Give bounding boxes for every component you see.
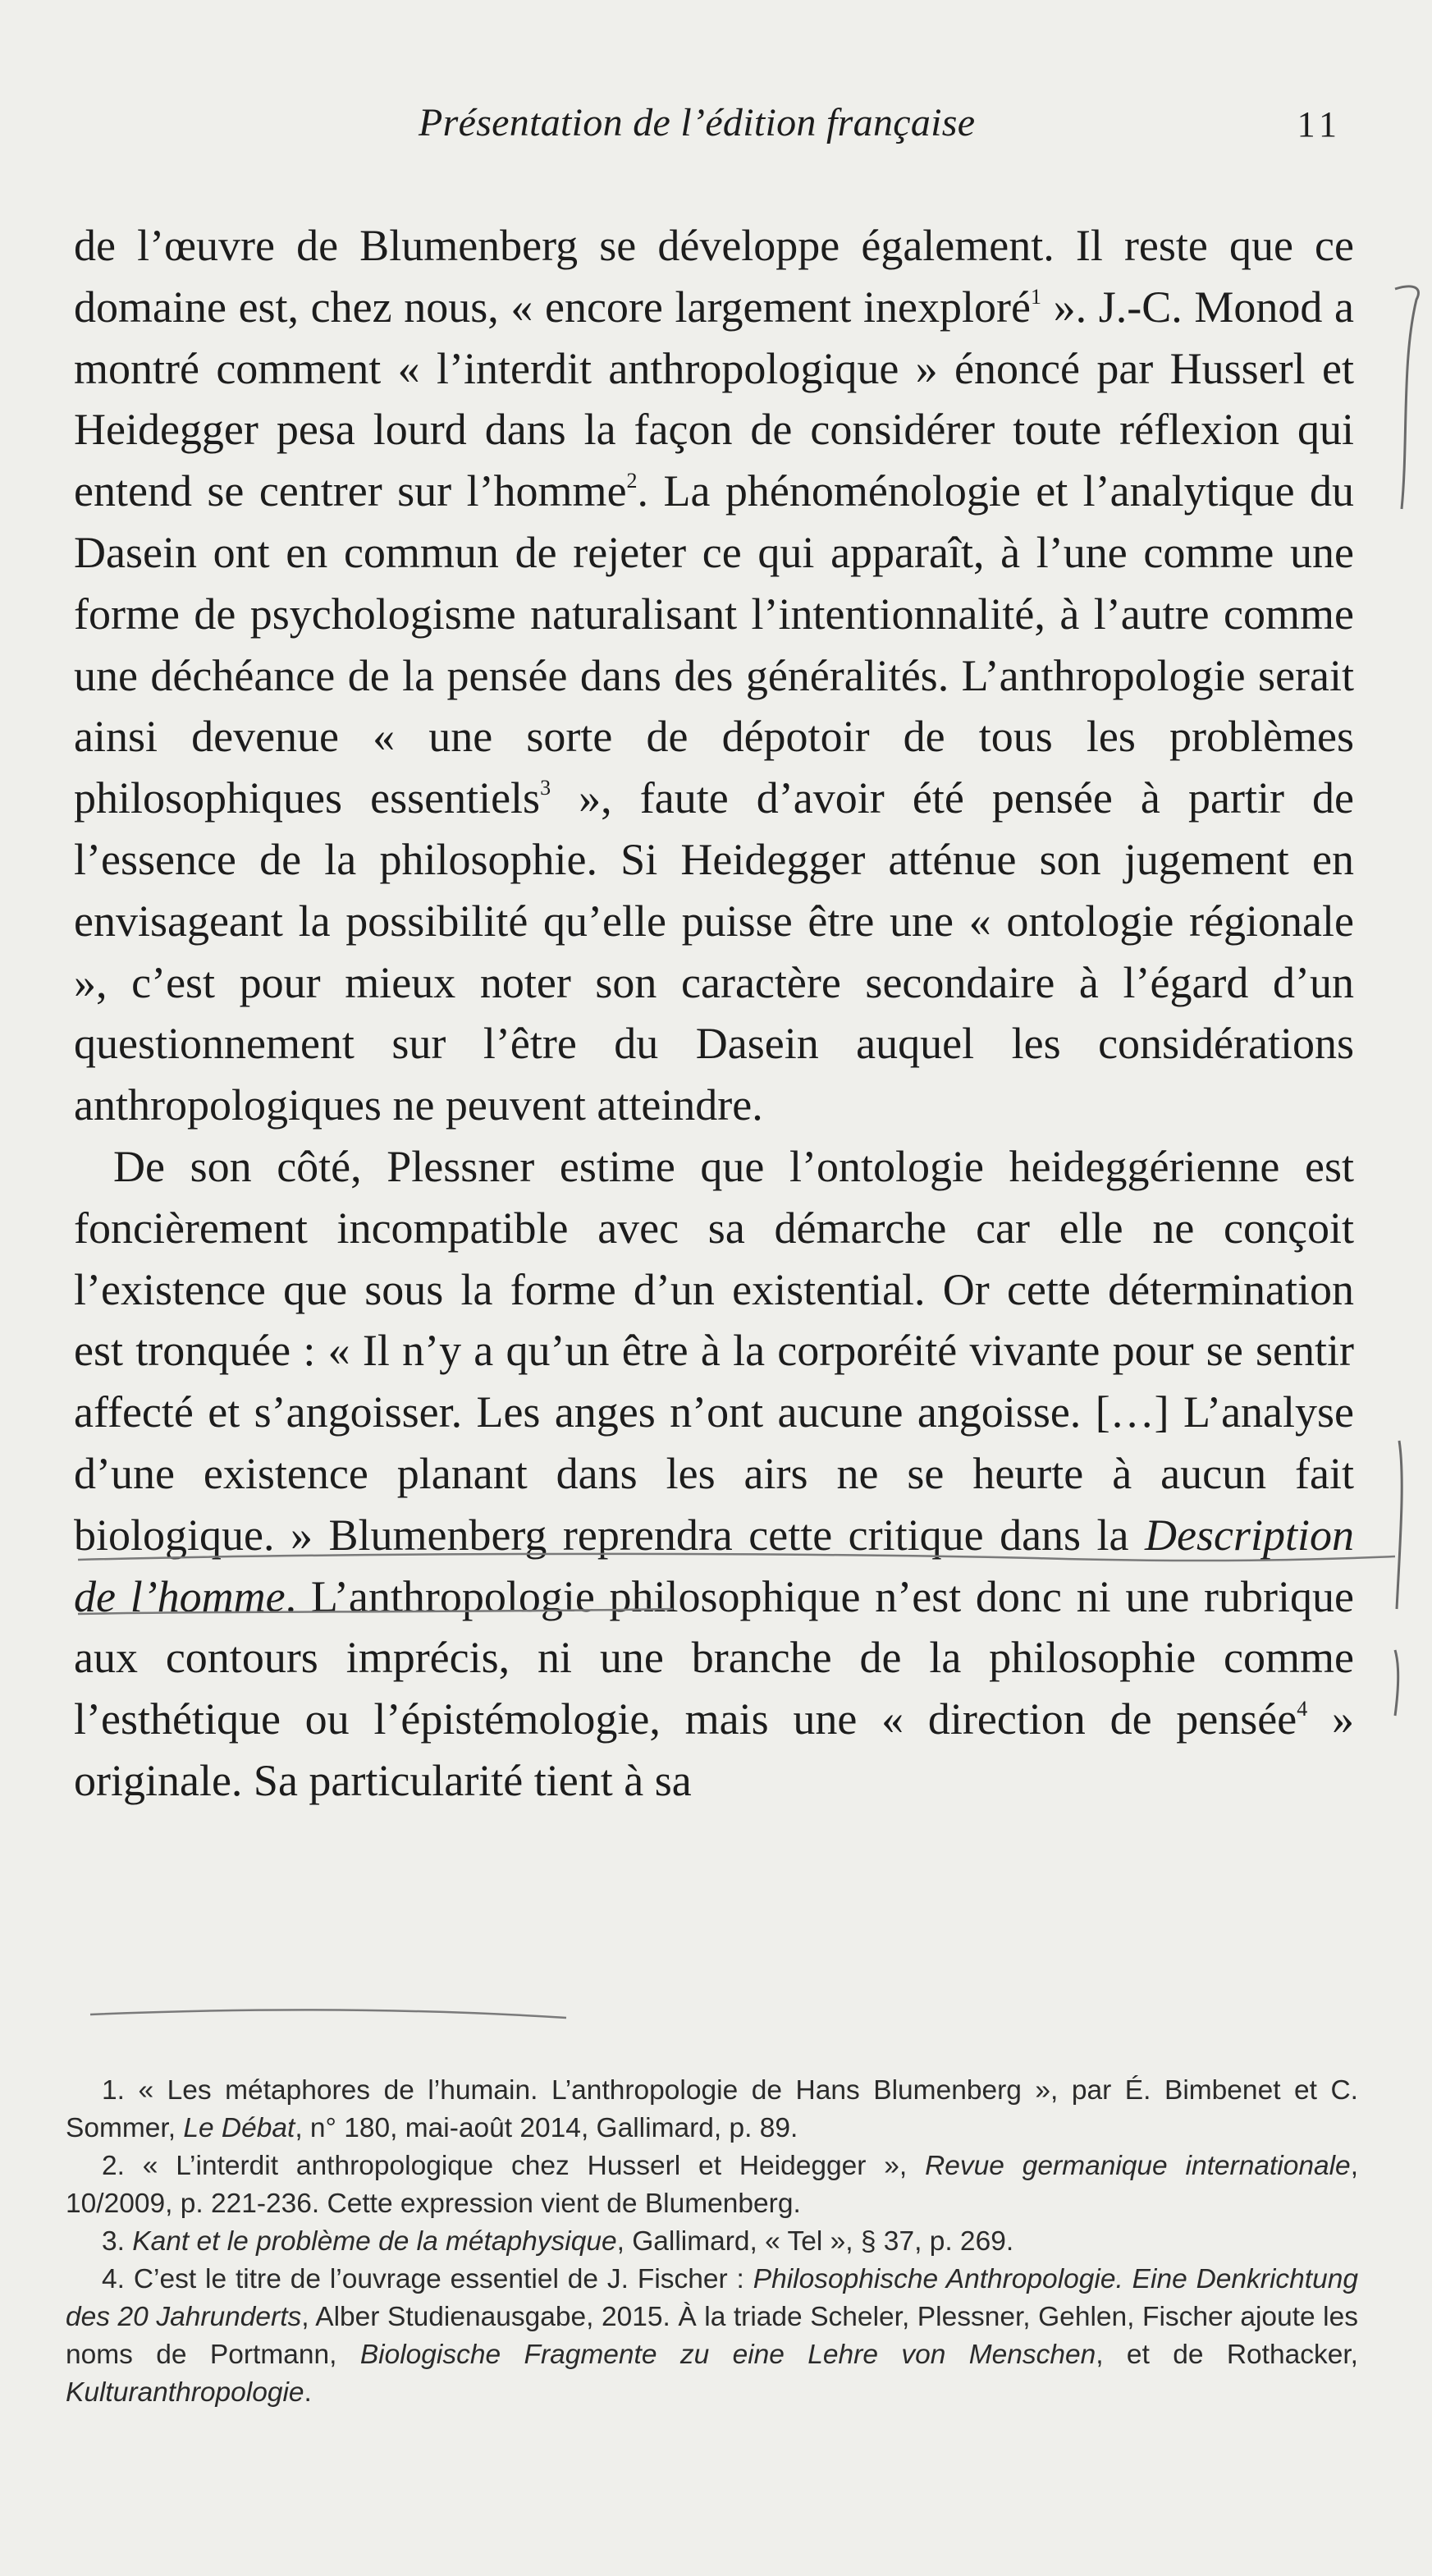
text-run: 3. <box>102 2226 133 2257</box>
italic-run: Revue germanique internationale <box>925 2151 1351 2181</box>
text-run: . <box>304 2377 312 2408</box>
margin-bracket-top <box>1395 286 1418 509</box>
italic-run: Biologische Fragmente zu eine Lehre von Menschen <box>359 2340 1096 2370</box>
footnote-ref-3: 3 <box>540 776 551 800</box>
text-run: , Gallimard, « Tel », § 37, p. 269. <box>616 2226 1014 2257</box>
text-run: 1. « Les métaphores de l’humain. L’anthropologie de Hans Blumenberg », par É. Bimbenet et C. Sommer, <box>66 2075 1358 2143</box>
text-run: . L’anthropologie philosophique n’est donc ni une rubrique aux contours imprécis, ni une branche de la philosophie comme l’esthétique ou l’épistémologie, mais une « direction de pensée <box>74 1571 1354 1744</box>
footnote-3 <box>66 2223 1358 2261</box>
italic-run: Philosophische Anthropologie. Eine Denkrichtung des 20 Jahrunderts <box>66 2264 1358 2332</box>
text-run: De son côté, Plessner estime que l’ontologie heideggérienne est foncièrement incompatible avec sa démarche car elle ne conçoit l’existence que sous la forme d’un existential. Or cette détermination est tronquée : « Il n’y a qu’un être à la corporéité vivante pour se sentir affecté et s’angoisser. Les anges n’ont aucune angoisse. […] L’analyse d’une existence planant dans les airs ne se heurte à aucun fait biologique. » Blumenberg reprendra cette critique dans la <box>74 1141 1354 1560</box>
text-run: » originale. Sa particularité tient à sa <box>74 1694 1354 1805</box>
footnote-2 <box>66 2147 1358 2223</box>
margin-bracket-middle <box>1397 1441 1402 1609</box>
footnote-4 <box>66 2261 1358 2412</box>
text-run: , 10/2009, p. 221-236. Cette expression vient de Blumenberg. <box>66 2151 1358 2219</box>
italic-run: Le Débat <box>183 2113 295 2143</box>
italic-run: Kant et le problème de la métaphysique <box>132 2226 617 2257</box>
footnote-ref-2: 2 <box>626 469 638 493</box>
running-title: Présentation de l’édition française <box>419 101 976 144</box>
italic-run: Kulturanthropologie <box>66 2377 304 2408</box>
main-text <box>74 215 1354 1812</box>
text-run: , Alber Studienausgabe, 2015. À la triade Scheler, Plessner, Gehlen, Fischer ajoute les noms de Portmann, <box>66 2302 1358 2370</box>
footnotes <box>66 2072 1358 2412</box>
text-run: de l’œuvre de Blumenberg se développe également. Il reste que ce domaine est, chez nous, « encore largement inexploré <box>74 221 1354 332</box>
underline-direction <box>90 2010 566 2018</box>
paragraph-2 <box>74 1136 1354 1812</box>
text-run: , n° 180, mai-août 2014, Gallimard, p. 89. <box>295 2113 798 2143</box>
text-run: 4. C’est le titre de l’ouvrage essentiel de J. Fischer : <box>102 2264 753 2294</box>
footnote-ref-1: 1 <box>1030 284 1041 309</box>
margin-bracket-lower <box>1395 1650 1398 1716</box>
paragraph-1 <box>74 215 1354 1136</box>
text-run: 2. « L’interdit anthropologique chez Husserl et Heidegger », <box>102 2151 926 2181</box>
text-run: , et de Rothacker, <box>1096 2340 1358 2370</box>
text-run: . La phénoménologie et l’analytique du Dasein ont en commun de rejeter ce qui apparaît, à l’une comme une forme de psychologisme naturalisant l’intentionnalité, à l’autre comme une déchéance de la pensée dans des généralités. L’anthropologie serait ainsi devenue « une sorte de dépotoir de tous les problèmes philosophiques essentiels <box>74 466 1355 823</box>
text-run: », faute d’avoir été pensée à partir de l’essence de la philosophie. Si Heidegger atténue son jugement en envisageant la possibilité qu’elle puisse être une « ontologie régionale », c’est pour mieux noter son caractère secondaire à l’égard d’un questionnement sur l’être du Dasein auquel les considérations anthropologiques ne peuvent atteindre. <box>74 773 1354 1130</box>
page-number: 11 <box>1297 104 1342 144</box>
text-run: ». J.-C. Monod a montré comment « l’interdit anthropologique » énoncé par Husserl et Heidegger pesa lourd dans la façon de considérer toute réflexion qui entend se centrer sur l’homme <box>74 282 1354 516</box>
footnote-1 <box>66 2072 1358 2147</box>
running-header <box>0 100 1432 158</box>
footnote-ref-4: 4 <box>1297 1697 1308 1721</box>
book-title: Description de l’homme <box>74 1510 1354 1621</box>
